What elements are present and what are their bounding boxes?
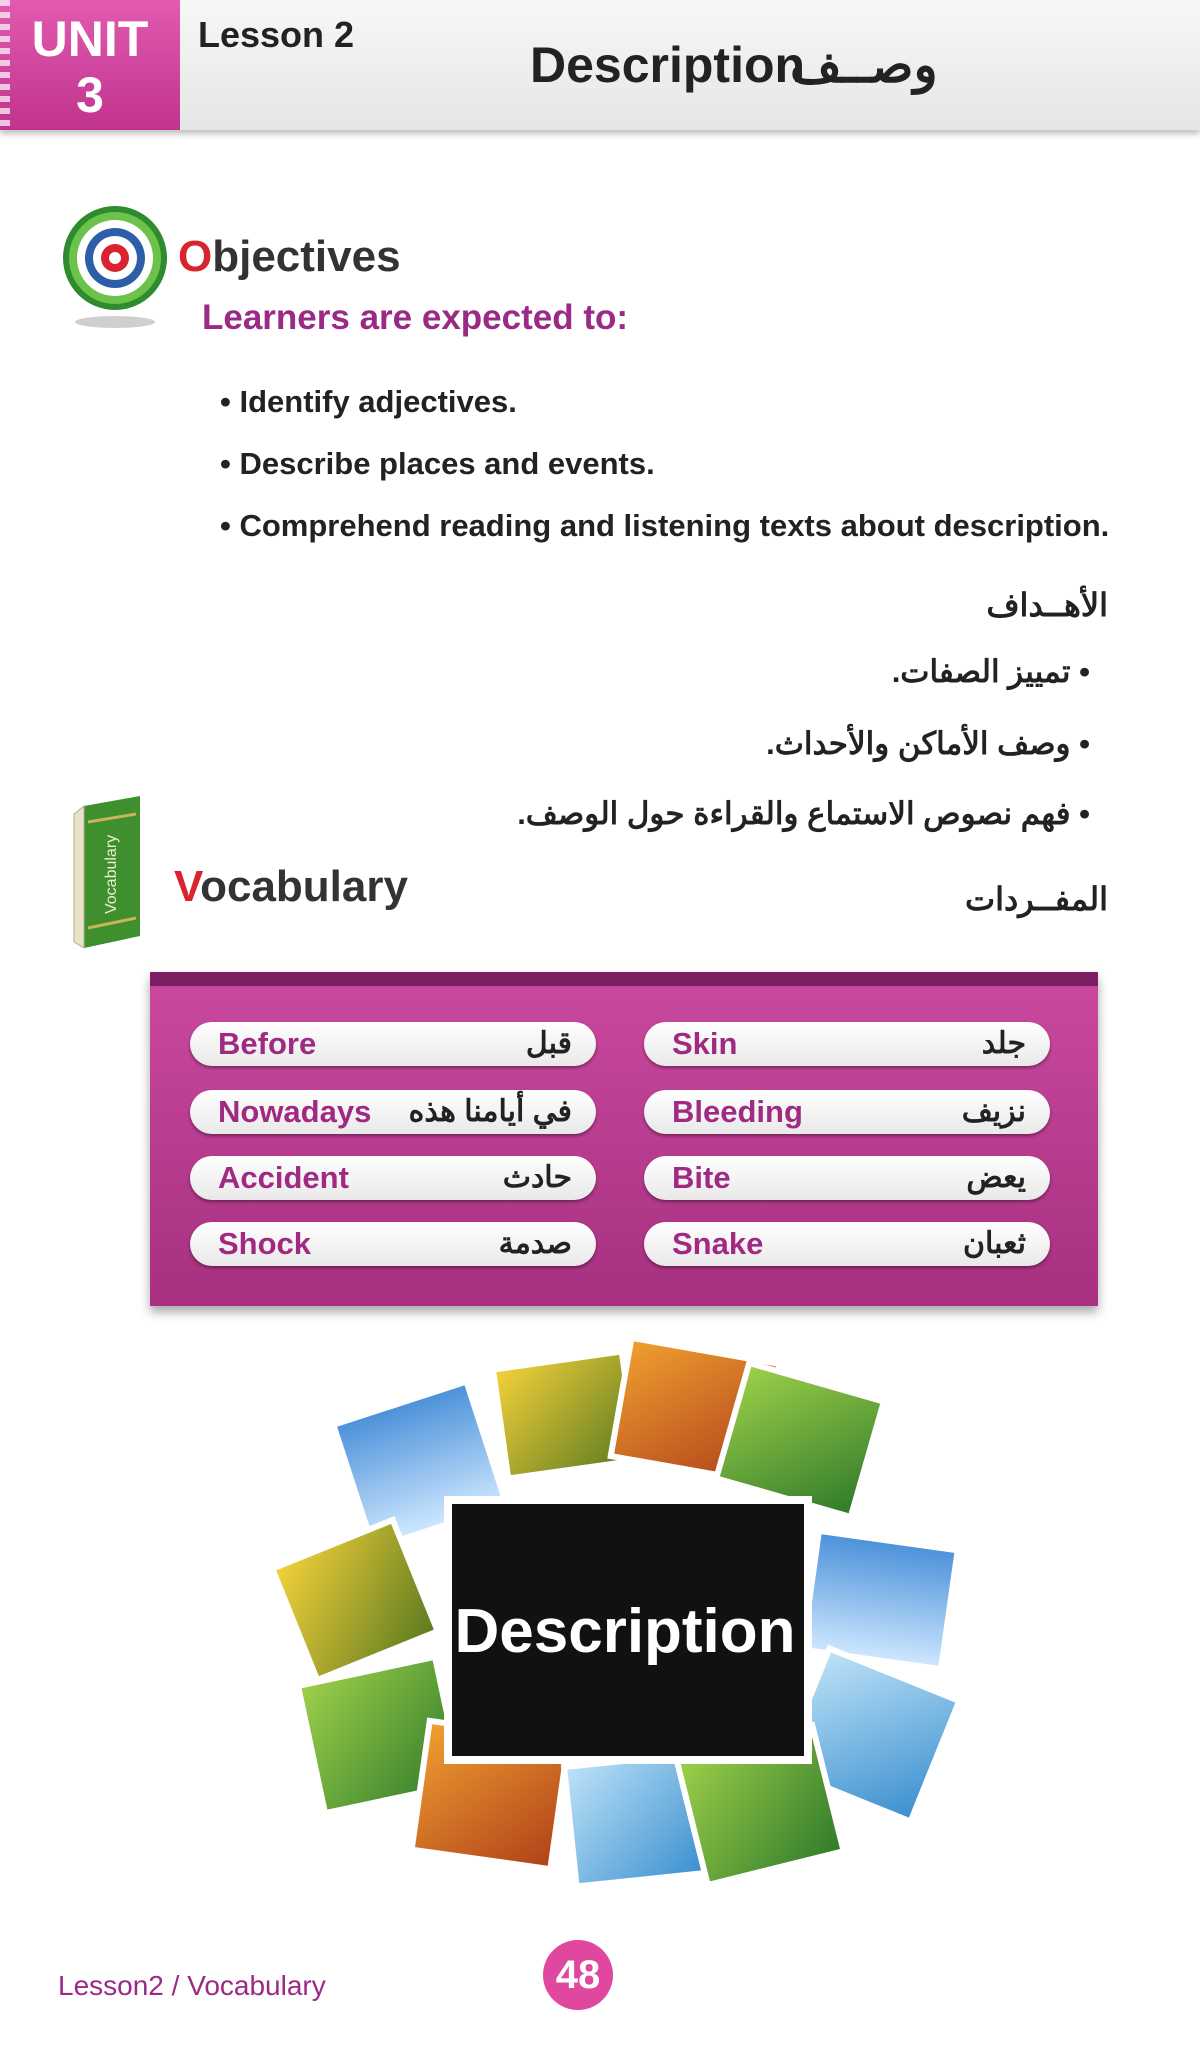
vocab-pill [644,1022,1050,1066]
vocab-pill [644,1222,1050,1266]
unit-number: 3 [76,67,104,123]
objective-item-arabic: • فهم نصوص الاستماع والقراءة حول الوصف. [517,796,1090,831]
vocab-pill [190,1090,596,1134]
vocab-translation: ثعبان [962,1227,1026,1260]
vocab-translation: نزيف [961,1095,1026,1128]
unit-badge [0,0,180,130]
objective-item-arabic: • وصف الأماكن والأحداث. [766,726,1090,761]
vocab-pill [190,1022,596,1066]
vocab-word: Accident [218,1160,349,1195]
objective-item: • Comprehend reading and listening texts about description. [220,508,1110,543]
collage-photo [272,1520,437,1680]
objectives-title [178,232,401,282]
vocab-word: Before [218,1026,317,1061]
lesson-label: Lesson 2 [198,14,355,55]
vocab-translation: صدمة [498,1227,572,1260]
vocabulary-title-initial: V [174,862,201,911]
vocabulary-title-rest: ocabulary [200,862,408,911]
objectives-title-arabic: الأهــداف [986,587,1108,623]
objective-item: • Identify adjectives. [220,384,517,419]
objective-item: • Describe places and events. [220,446,655,481]
collage-photo [716,1363,884,1517]
vocab-word: Bleeding [672,1094,803,1129]
vocab-word: Skin [672,1026,738,1061]
vocab-translation: قبل [525,1027,572,1060]
book-spine-label: Vocabulary [103,834,120,914]
vocab-translation: في أيامنا هذه [408,1095,572,1128]
collage-photo [802,1531,957,1669]
book-icon [70,796,150,952]
vocab-translation: يعض [966,1161,1026,1194]
objectives-subtitle: Learners are expected to: [202,298,629,337]
vocabulary-table [150,972,1098,1306]
vocab-pill [190,1156,596,1200]
vocab-word: Bite [672,1160,731,1195]
vocab-pill [190,1222,596,1266]
unit-label: UNIT [31,11,149,67]
vocab-word: Snake [672,1226,764,1261]
page-title: Description [530,37,806,93]
board-caption: Description [454,1597,796,1666]
target-icon [60,200,170,330]
vocabulary-title [174,862,408,912]
vocabulary-title-arabic: المفــردات [965,881,1108,917]
objective-item-arabic: • تمييز الصفات. [891,654,1090,689]
vocab-pill [644,1156,1050,1200]
vocab-word: Shock [218,1226,312,1261]
vocab-translation: حادث [502,1161,572,1194]
vocab-pill [644,1090,1050,1134]
vocab-word: Nowadays [218,1094,372,1129]
page-number: 48 [543,1940,613,2010]
footer-breadcrumb: Lesson2 / Vocabulary [58,1970,326,2001]
objectives-title-initial: O [178,232,213,281]
objectives-title-rest: bjectives [212,232,401,281]
page-title-arabic: وصــف [790,37,938,93]
vocab-translation: جلد [981,1027,1026,1060]
